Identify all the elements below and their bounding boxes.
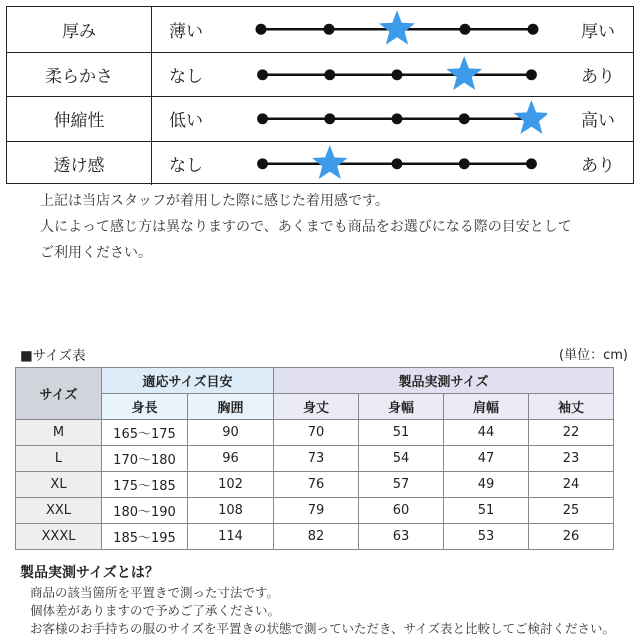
table-row bbox=[16, 446, 614, 472]
note-line: 人によって感じ方は異なりますので、あくまでも商品をお選びになる際の目安として bbox=[40, 219, 572, 235]
table-row bbox=[16, 498, 614, 524]
scale-dot bbox=[392, 158, 403, 169]
table-cell: 79 bbox=[274, 498, 359, 524]
scale-dot bbox=[257, 113, 268, 124]
header-height: 身長 bbox=[102, 394, 188, 420]
rating-star-icon bbox=[312, 144, 348, 178]
table-cell: 108 bbox=[188, 498, 274, 524]
scale-dot bbox=[459, 158, 470, 169]
feel-right-label: あり bbox=[581, 155, 615, 176]
footnote-line: 個体差がありますので予めご了承ください。 bbox=[30, 603, 281, 618]
table-cell: 60 bbox=[359, 498, 444, 524]
table-cell: 76 bbox=[274, 472, 359, 498]
table-cell: 180〜190 bbox=[102, 498, 188, 524]
header-length: 身丈 bbox=[274, 394, 359, 420]
table-cell: 96 bbox=[188, 446, 274, 472]
header-sleeve: 袖丈 bbox=[529, 394, 614, 420]
size-cell: M bbox=[16, 420, 102, 446]
table-cell: 57 bbox=[359, 472, 444, 498]
table-cell: 63 bbox=[359, 524, 444, 550]
table-cell: 73 bbox=[274, 446, 359, 472]
scale-dot bbox=[392, 69, 403, 80]
feel-left-label: なし bbox=[169, 66, 203, 87]
size-table-title: ■サイズ表 bbox=[20, 348, 86, 364]
size-cell: XL bbox=[16, 472, 102, 498]
table-cell: 49 bbox=[444, 472, 529, 498]
rating-star-icon bbox=[514, 100, 547, 134]
header-fit-group: 適応サイズ目安 bbox=[102, 368, 274, 394]
feel-label: 透け感 bbox=[7, 142, 152, 186]
scale-dot bbox=[459, 113, 470, 124]
header-chest: 胸囲 bbox=[188, 394, 274, 420]
table-cell: 47 bbox=[444, 446, 529, 472]
table-row bbox=[16, 524, 614, 550]
scale-dot bbox=[324, 113, 335, 124]
feel-label: 伸縮性 bbox=[7, 97, 152, 141]
table-cell: 22 bbox=[529, 420, 614, 446]
table-cell: 44 bbox=[444, 420, 529, 446]
feel-label: 厚み bbox=[7, 7, 152, 52]
rating-star-icon bbox=[379, 10, 415, 44]
table-cell: 23 bbox=[529, 446, 614, 472]
scale-dot bbox=[528, 24, 539, 35]
table-cell: 51 bbox=[444, 498, 529, 524]
feel-left-label: なし bbox=[169, 155, 203, 176]
table-cell: 82 bbox=[274, 524, 359, 550]
table-cell: 53 bbox=[444, 524, 529, 550]
note-line: ご利用ください。 bbox=[40, 245, 152, 261]
size-cell: XXXL bbox=[16, 524, 102, 550]
header-size: サイズ bbox=[16, 368, 102, 420]
table-cell: 90 bbox=[188, 420, 274, 446]
table-cell: 170〜180 bbox=[102, 446, 188, 472]
feel-row-softness bbox=[7, 52, 633, 97]
table-cell: 185〜195 bbox=[102, 524, 188, 550]
feel-left-label: 薄い bbox=[169, 21, 203, 42]
table-cell: 165〜175 bbox=[102, 420, 188, 446]
feel-right-label: 高い bbox=[581, 111, 615, 132]
table-cell: 175〜185 bbox=[102, 472, 188, 498]
header-body-width: 身幅 bbox=[359, 394, 444, 420]
footnote-line: お客様のお手持ちの服のサイズを平置きの状態で測っていただき、サイズ表と比較してご検討ください。 bbox=[30, 621, 616, 636]
table-cell: 114 bbox=[188, 524, 274, 550]
footnote-title: 製品実測サイズとは？ bbox=[20, 565, 159, 581]
table-cell: 51 bbox=[359, 420, 444, 446]
size-table-unit: (単位：cm) bbox=[559, 348, 628, 363]
table-cell: 24 bbox=[529, 472, 614, 498]
table-row bbox=[16, 472, 614, 498]
size-table bbox=[15, 367, 614, 550]
table-cell: 25 bbox=[529, 498, 614, 524]
feel-right-label: 厚い bbox=[581, 21, 615, 42]
scale-dot bbox=[460, 24, 471, 35]
feel-scale bbox=[247, 97, 547, 141]
feel-scale bbox=[247, 142, 547, 186]
feel-label: 柔らかさ bbox=[7, 53, 152, 97]
feel-row-sheerness bbox=[7, 141, 633, 186]
scale-dot bbox=[392, 113, 403, 124]
size-cell: XXL bbox=[16, 498, 102, 524]
scale-dot bbox=[257, 69, 268, 80]
feel-left-label: 低い bbox=[169, 111, 203, 132]
header-shoulder: 肩幅 bbox=[444, 394, 529, 420]
table-cell: 70 bbox=[274, 420, 359, 446]
scale-dot bbox=[526, 69, 537, 80]
feel-row-thickness bbox=[7, 7, 633, 52]
table-cell: 102 bbox=[188, 472, 274, 498]
scale-dot bbox=[324, 69, 335, 80]
scale-dot bbox=[324, 24, 335, 35]
size-cell: L bbox=[16, 446, 102, 472]
table-cell: 26 bbox=[529, 524, 614, 550]
feel-right-label: あり bbox=[581, 66, 615, 87]
table-cell: 54 bbox=[359, 446, 444, 472]
feel-scale bbox=[247, 53, 547, 97]
rating-star-icon bbox=[446, 55, 482, 89]
scale-dot bbox=[526, 158, 537, 169]
scale-dot bbox=[257, 158, 268, 169]
header-actual-group: 製品実測サイズ bbox=[274, 368, 614, 394]
scale-dot bbox=[256, 24, 267, 35]
note-line: 上記は当店スタッフが着用した際に感じた着用感です。 bbox=[40, 193, 389, 209]
footnote-line: 商品の該当箇所を平置きで測った寸法です。 bbox=[30, 585, 280, 600]
feel-row-stretch bbox=[7, 96, 633, 141]
table-row bbox=[16, 420, 614, 446]
wear-feel-table bbox=[6, 6, 634, 184]
feel-scale bbox=[247, 7, 547, 52]
